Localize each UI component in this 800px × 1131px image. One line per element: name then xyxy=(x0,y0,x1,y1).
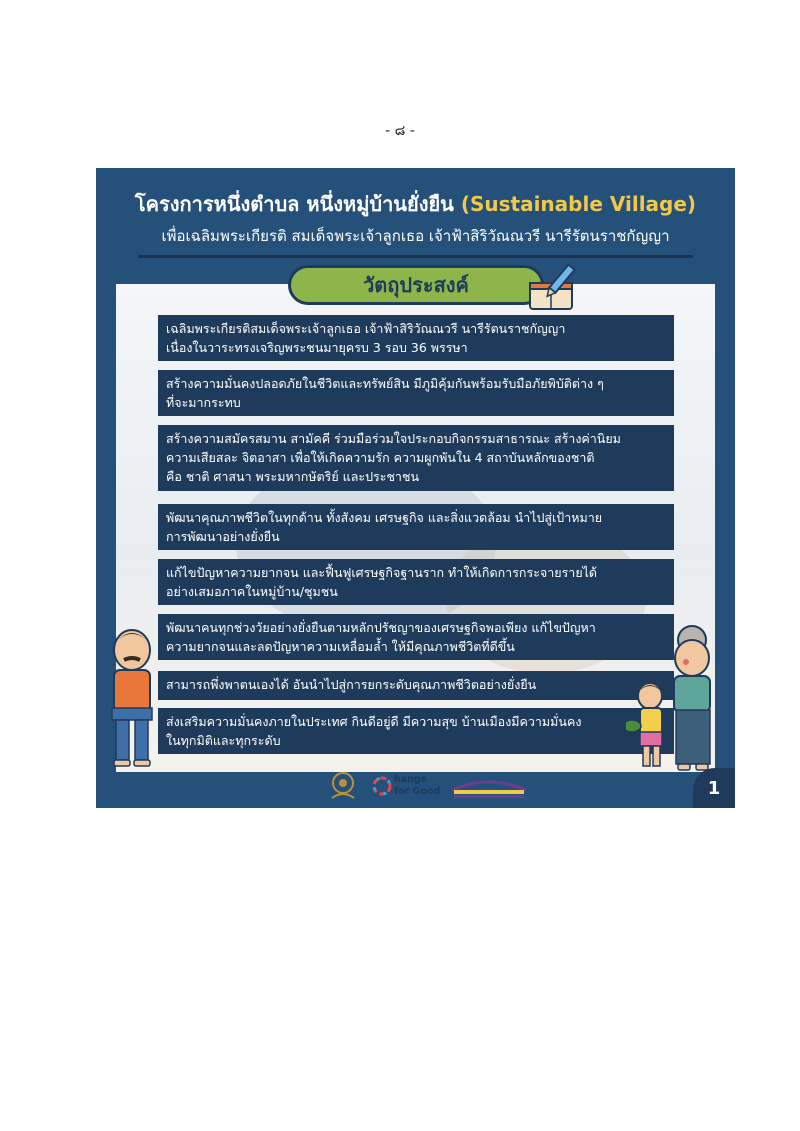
objective-line: สามารถพึ่งพาตนเองได้ อันนำไปสู่การยกระดับคุณภาพชีวิตอย่างยั่งยืน xyxy=(166,677,537,692)
poster-title-main: โครงการหนึ่งตำบล หนึ่งหมู่บ้านยั่งยืน xyxy=(134,192,454,216)
grandmother-child-illustration xyxy=(626,620,724,776)
page-number: - ๘ - xyxy=(385,123,415,139)
objective-item xyxy=(158,614,674,660)
objective-line: ในทุกมิติและทุกระดับ xyxy=(166,733,281,748)
village-project-logo xyxy=(448,772,530,802)
objective-item xyxy=(158,370,674,416)
objective-line: แก้ไขปัญหาความยากจน และฟื้นฟูเศรษฐกิจฐานราก ทำให้เกิดการกระจายรายได้ xyxy=(166,565,598,580)
poster xyxy=(96,168,735,808)
objective-line: ส่งเสริมความมั่นคงภายในประเทศ กินดีอยู่ดี มีความสุข บ้านเมืองมีความมั่นคง xyxy=(166,714,582,729)
logo-bar xyxy=(96,768,735,808)
change-for-good-logo xyxy=(372,772,442,802)
objective-item xyxy=(158,425,674,491)
poster-title-accent: (Sustainable Village) xyxy=(460,192,697,216)
objective-item xyxy=(158,559,674,605)
slide-number: 1 xyxy=(693,768,735,808)
objective-line: ความยากจนและลดปัญหาความเหลื่อมล้ำ ให้มีคุณภาพชีวิตที่ดีขึ้น xyxy=(166,639,515,654)
objective-line: การพัฒนาอย่างยั่งยืน xyxy=(166,529,280,544)
objective-line: ที่จะมากระทบ xyxy=(166,395,241,410)
poster-title xyxy=(96,188,735,220)
poster-subtitle: เพื่อเฉลิมพระเกียรติ สมเด็จพระเจ้าลูกเธอ เจ้าฟ้าสิริวัณณวรี นารีรัตนราชกัญญา xyxy=(161,227,670,245)
title-divider xyxy=(138,255,693,258)
objective-line: สร้างความมั่นคงปลอดภัยในชีวิตและทรัพย์สิน มีภูมิคุ้มกันพร้อมรับมือภัยพิบัติต่าง ๆ xyxy=(166,376,604,391)
section-heading-objectives: วัตถุประสงค์ xyxy=(288,265,544,305)
organization-emblem-logo xyxy=(326,770,360,804)
objective-line: สร้างความสมัครสมาน สามัคคี ร่วมมือร่วมใจประกอบกิจกรรมสาธารณะ สร้างค่านิยม xyxy=(166,431,621,446)
objective-item xyxy=(158,315,674,361)
villager-man-illustration xyxy=(102,620,162,776)
objective-line: พัฒนาคนทุกช่วงวัยอย่างยั่งยืนตามหลักปรัชญาของเศรษฐกิจพอเพียง แก้ไขปัญหา xyxy=(166,620,596,635)
objective-line: คือ ชาติ ศาสนา พระมหากษัตริย์ และประชาชน xyxy=(166,469,419,484)
change-for-good-ring-icon xyxy=(372,772,392,800)
notebook-pencil-icon xyxy=(526,263,580,313)
objective-item xyxy=(158,504,674,550)
change-for-good-text: hange for Good xyxy=(394,774,441,797)
objective-item xyxy=(158,708,674,754)
objective-line: พัฒนาคุณภาพชีวิตในทุกด้าน ทั้งสังคม เศรษฐกิจ และสิ่งแวดล้อม นำไปสู่เป้าหมาย xyxy=(166,510,603,525)
objective-item xyxy=(158,671,674,700)
objective-line: เฉลิมพระเกียรติสมเด็จพระเจ้าลูกเธอ เจ้าฟ้าสิริวัณณวรี นารีรัตนราชกัญญา xyxy=(166,321,566,336)
objective-line: ความเสียสละ จิตอาสา เพื่อให้เกิดความรัก ความผูกพันใน 4 สถาบันหลักของชาติ xyxy=(166,450,595,465)
objective-line: อย่างเสมอภาคในหมู่บ้าน/ชุมชน xyxy=(166,584,338,599)
objective-line: เนื่องในวาระทรงเจริญพระชนมายุครบ 3 รอบ 36 พรรษา xyxy=(166,340,468,355)
